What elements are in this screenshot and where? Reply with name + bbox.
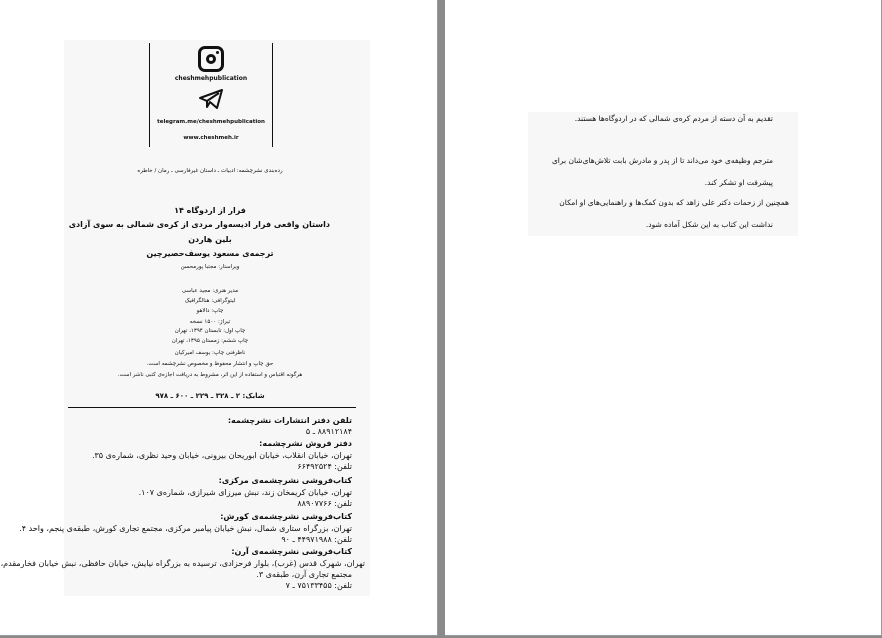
book-author: بلین هاردن (188, 235, 232, 244)
contact-line: تهران، خیابان کریمخان زند، نبش میرزای شیرازی، شماره‌ی ۱۰۷. (138, 488, 352, 497)
contact-line: تلفن: ۸۸۹۰۷۷۶۶ (297, 499, 352, 508)
contact-line: تهران، خیابان انقلاب، خیابان ابوریحان بیرونی، خیابان وحید نظری، شماره‌ی ۳۵. (91, 451, 352, 460)
book-editor: ویراستار: مجتبا پورمحسن (180, 264, 240, 270)
contact-line: تهران، بزرگراه ستاری شمال، نبش خیابان پیامبر مرکزی، مجتمع تجاری کورش، طبقه‌ی پنجم، واحد ۴. (19, 524, 352, 533)
right-page-scan (528, 112, 798, 236)
credit-line: مدیر هنری: مجید عباسی (181, 288, 239, 294)
contact-line: تلفن: ۴۴۹۷۱۹۸۸ ـ ۹۰ (281, 535, 352, 544)
telegram-icon (198, 88, 224, 110)
contact-heading: کتاب‌فروشی نشرچشمه‌ی کورش: (220, 512, 352, 521)
credit-line: حق چاپ و انتشار محفوظ و مخصوص نشرچشمه است. (146, 361, 274, 367)
instagram-icon (198, 46, 224, 72)
thanks-line: همچنین از زحمات دکتر علی زاهد که بدون کمک‌ها و راهنمایی‌های او امکان (559, 198, 789, 207)
credit-line: تیراژ: ۱۵۰۰ نسخه (189, 319, 231, 325)
contact-heading: تلفن دفتر انتشارات نشرچشمه: (227, 416, 352, 425)
contact-line: تلفن: ۷۵۱۳۳۴۵۵ ـ ۷ (285, 581, 352, 590)
contact-line: تهران، شهرک قدس (غرب)، بلوار فرحزادی، ترسیده به بزرگراه نیایش، خیابان حافظی، نبش خیابان فخارمقدم، (0, 559, 365, 568)
divider (68, 407, 356, 408)
credit-line: چاپ: دالاهو (196, 308, 224, 314)
left-page (0, 0, 438, 636)
contact-line: مجتمع تجاری آرن، طبقه‌ی ۳. (256, 570, 352, 579)
thanks-line: مترجم وظیفه‌ی خود می‌داند تا از پدر و مادرش بابت تلاش‌های‌شان برای (551, 156, 773, 165)
thanks-line: پیشرفت او تشکر کند. (704, 178, 773, 187)
credit-line: چاپ اول: تابستان ۱۳۹۴، تهران (174, 328, 246, 334)
publisher-logo-box (149, 43, 273, 147)
credit-line: ناظرفنی چاپ: یوسف امیرکیان (174, 350, 246, 356)
contact-heading: دفتر فروش نشرچشمه: (259, 439, 352, 448)
contact-heading: کتاب‌فروشی نشرچشمه‌ی آرن: (231, 547, 352, 556)
instagram-handle: cheshmehpublication (174, 75, 248, 82)
contact-heading: کتاب‌فروشی نشرچشمه‌ی مرکزی: (218, 476, 352, 485)
website-link: www.cheshmeh.ir (183, 135, 239, 141)
book-subtitle: داستان واقعی فرار ادیسه‌وار مردی از کره‌ی شمالی به سوی آزادی (68, 220, 330, 229)
category-line: رده‌بندی نشرچشمه: ادبیات ـ داستان غیرفارسی ـ رمان / خاطره (137, 168, 283, 174)
book-title: فرار از اردوگاه ۱۴ (174, 206, 246, 215)
contact-line: ۸۸۹۱۲۱۸۴ ـ ۵ (305, 427, 352, 436)
book-translator: ترجمه‌ی مسعود یوسف‌حصیرچین (146, 249, 274, 258)
credit-line: لیتوگرافی: هنالگرافیک (184, 298, 236, 304)
telegram-link: telegram.me/cheshmehpublication (157, 119, 265, 125)
right-page (445, 0, 882, 636)
contact-line: تلفن: ۶۶۴۹۲۵۲۴ (297, 462, 352, 471)
credit-line: هرگونه اقتباس و استفاده از این اثر، مشروط به دریافت اجازه‌ی کتبی ناشر است. (117, 372, 303, 378)
thanks-line: نداشت این کتاب به این شکل آماده شود. (645, 220, 773, 229)
credit-line: چاپ ششم: زمستان ۱۳۹۵، تهران (171, 338, 249, 344)
isbn: شابک: ۲ ـ ۳۲۸ ـ ۲۲۹ ـ ۶۰۰ ـ ۹۷۸ (155, 392, 265, 400)
dedication: تقدیم به آن دسته از مردم کره‌ی شمالی که در اردوگاه‌ها هستند. (574, 114, 773, 123)
